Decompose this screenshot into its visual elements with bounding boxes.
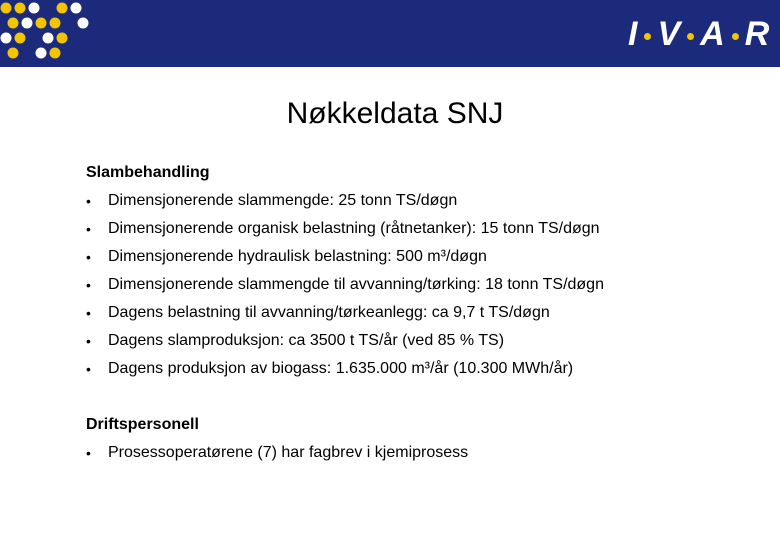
list-item: • Dagens belastning til avvanning/tørkeanlegg: ca 9,7 t TS/døgn — [86, 299, 604, 327]
page-title: Nøkkeldata SNJ — [286, 97, 504, 130]
header-dot — [50, 18, 61, 29]
logo-letter: I — [628, 14, 639, 53]
header-dot — [57, 3, 68, 14]
header-dot — [43, 33, 54, 44]
header-dot — [15, 3, 26, 14]
list-item: • Prosessoperatørene (7) har fagbrev i kjemiprosess — [86, 439, 468, 467]
list-item: • Dimensjonerende slammengde: 25 tonn TS/døgn — [86, 187, 604, 215]
section-heading-driftspersonell: Driftspersonell — [86, 416, 199, 433]
logo-letter: R — [744, 14, 771, 53]
logo-dot-icon — [687, 33, 694, 40]
driftspersonell-list — [86, 439, 468, 467]
logo-letter: A — [700, 14, 726, 53]
header-dot — [1, 33, 12, 44]
list-item: • Dagens produksjon av biogass: 1.635.000 m³/år (10.300 MWh/år) — [86, 355, 604, 383]
logo-letter: V — [657, 14, 682, 53]
section-heading-slambehandling: Slambehandling — [86, 164, 210, 181]
logo-dot-icon — [644, 33, 651, 40]
header-dot — [57, 33, 68, 44]
dot-pattern-icon — [0, 0, 110, 67]
header-dot — [71, 3, 82, 14]
slambehandling-list — [86, 187, 604, 383]
header-dot — [1, 3, 12, 14]
list-item: • Dagens slamproduksjon: ca 3500 t TS/år (ved 85 % TS) — [86, 327, 604, 355]
list-item: • Dimensjonerende organisk belastning (råtnetanker): 15 tonn TS/døgn — [86, 215, 604, 243]
header-band — [0, 0, 780, 67]
header-dot — [8, 18, 19, 29]
header-dot — [36, 48, 47, 59]
header-dot — [36, 18, 47, 29]
logo-dot-icon — [732, 33, 739, 40]
list-item: • Dimensjonerende hydraulisk belastning: 500 m³/døgn — [86, 243, 604, 271]
header-dot — [22, 18, 33, 29]
header-dot — [8, 48, 19, 59]
header-dot — [15, 33, 26, 44]
header-dot — [78, 18, 89, 29]
ivar-logo — [628, 14, 770, 54]
header-dot — [29, 3, 40, 14]
header-dot — [50, 48, 61, 59]
list-item: • Dimensjonerende slammengde til avvanning/tørking: 18 tonn TS/døgn — [86, 271, 604, 299]
